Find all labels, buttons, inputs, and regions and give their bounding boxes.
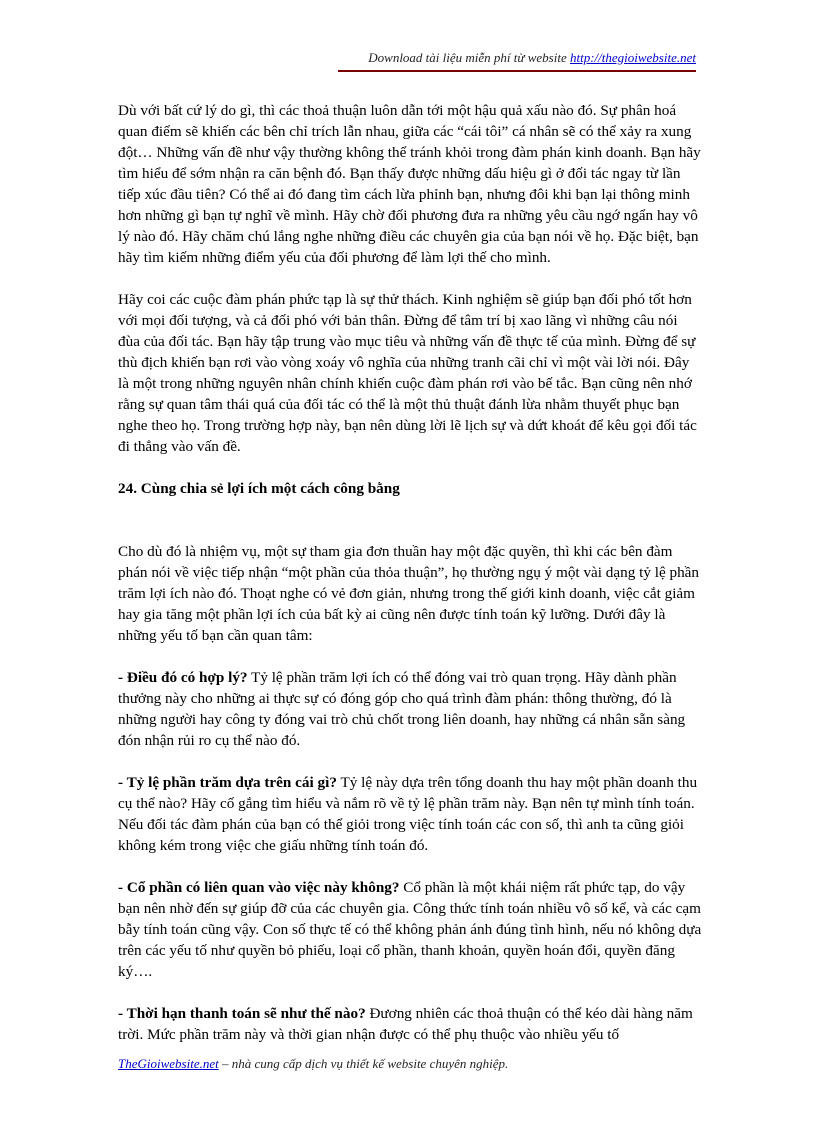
paragraph-1: Dù với bất cứ lý do gì, thì các thoả thuận luôn dẫn tới một hậu quả xấu nào đó. Sự phân hoá quan điểm sẽ khiến các bên chỉ trích lẫn nhau, giữa các “cái tôi” cá nhân sẽ có thể xảy ra xung đột… Những vấn đề như vậy thường không thể tránh khỏi trong đàm phán kinh doanh. Bạn hãy tìm hiểu để sớm nhận ra căn bệnh đó. Bạn thấy được những dấu hiệu gì ở đối tác ngay từ lần tiếp xúc đầu tiên? Có thể ai đó đang tìm cách lừa phỉnh bạn, nhưng đôi khi bạn lại thông minh hơn những gì bạn tự nghĩ về mình. Hãy chờ đối phương đưa ra những yêu cầu ngớ ngẩn hay vô lý nào đó. Hãy chăm chú lắng nghe những điều các chuyên gia của bạn nói về họ. Đặc biệt, bạn hãy tìm kiếm những điểm yếu của đối phương để làm lợi thế cho mình. bbox=[118, 102, 701, 266]
point-percentage-basis-text: Tỷ lệ này dựa trên tổng doanh thu hay một phần doanh thu cụ thể nào? Hãy cố gắng tìm hiểu và nắm rõ về tỷ lệ phần trăm này. Bạn nên tự mình tính toán. Nếu đối tác đàm phán của bạn có thể giỏi trong việc tính toán các con số, thì anh ta cũng giỏi không kém trong việc che giấu những tính toán đó. bbox=[118, 774, 698, 854]
header-website-link[interactable]: http://thegioiwebsite.net bbox=[569, 50, 696, 65]
point-percentage-basis-title: - Tỷ lệ phần trăm dựa trên cái gì? bbox=[118, 774, 337, 791]
footer-text: – nhà cung cấp dịch vụ thiết kế website chuyên nghiệp. bbox=[218, 1056, 509, 1071]
page-footer bbox=[118, 1056, 508, 1072]
section-heading: 24. Cùng chia sẻ lợi ích một cách công bằng bbox=[118, 480, 400, 497]
header-text: Download tài liệu miễn phí từ website bbox=[368, 50, 570, 65]
point-reasonable-text: Tỷ lệ phần trăm lợi ích có thể đóng vai trò quan trọng. Hãy dành phần thưởng này cho những ai thực sự có đóng góp cho quá trình đàm phán: thông thường, đó là những người hay công ty đóng vai trò chủ chốt trong liên doanh, hay những cá nhân sẵn sàng đón nhận rủi ro cụ thể nào đó. bbox=[118, 669, 686, 749]
point-payment-term bbox=[118, 1003, 702, 1045]
point-reasonable-title: - Điều đó có hợp lý? bbox=[118, 669, 248, 686]
paragraph-3: Cho dù đó là nhiệm vụ, một sự tham gia đơn thuần hay một đặc quyền, thì khi các bên đàm phán nói về việc tiếp nhận “một phần của thỏa thuận”, họ thường ngụ ý một vài dạng tỷ lệ phần trăm lợi ích nào đó. Thoạt nghe có vẻ đơn giản, nhưng trong thế giới kinh doanh, việc cắt giảm hay gia tăng một phần lợi ích của bất kỳ ai cũng nên được tính toán kỹ lưỡng. Dưới đây là những yếu tố bạn cần quan tâm: bbox=[118, 543, 700, 644]
point-percentage-basis bbox=[118, 772, 702, 856]
document-body bbox=[118, 100, 702, 1045]
point-payment-term-title: - Thời hạn thanh toán sẽ như thế nào? bbox=[118, 1005, 366, 1022]
point-reasonable bbox=[118, 667, 702, 751]
header-divider bbox=[338, 70, 696, 72]
paragraph-2: Hãy coi các cuộc đàm phán phức tạp là sự thử thách. Kinh nghiệm sẽ giúp bạn đối phó tốt hơn với mọi đối tượng, và cả đối phó với bản thân. Đừng để tâm trí bị xao lãng vì những câu nói đùa của đối tác. Bạn hãy tập trung vào mục tiêu và những vấn đề thực tế của mình. Đừng để sự thù địch khiến bạn rơi vào vòng xoáy vô nghĩa của những tranh cãi chỉ vì một vài lời nói. Đây là một trong những nguyên nhân chính khiến cuộc đàm phán rơi vào bế tắc. Bạn cũng nên nhớ rằng sự quan tâm thái quá của đối tác có thể là một thủ thuật đánh lừa nhằm thuyết phục bạn nghe theo họ. Trong trường hợp này, bạn nên dùng lời lẽ lịch sự và dứt khoát để kêu gọi đối tác đi thẳng vào vấn đề. bbox=[118, 291, 697, 455]
page-header bbox=[368, 50, 696, 66]
point-payment-term-text: Đương nhiên các thoả thuận có thể kéo dài hàng năm trời. Mức phần trăm này và thời gian nhận được có thể phụ thuộc vào nhiều yếu tố bbox=[118, 1005, 693, 1043]
footer-website-link[interactable]: TheGioiwebsite.net bbox=[118, 1056, 219, 1071]
point-shares-text: Cổ phần là một khái niệm rất phức tạp, do vậy bạn nên nhờ đến sự giúp đỡ của các chuyên gia. Công thức tính toán nhiều vô số kể, và các cạm bẫy tính toán cũng vậy. Con số thực tế có thể không phản ánh đúng tình hình, nếu nó không dựa trên các yếu tố như quyền bỏ phiếu, loại cổ phần, thanh khoản, quyền hoán đổi, quyền đăng ký…. bbox=[118, 879, 702, 980]
point-shares-title: - Cổ phần có liên quan vào việc này không? bbox=[118, 879, 400, 896]
point-shares bbox=[118, 877, 702, 982]
